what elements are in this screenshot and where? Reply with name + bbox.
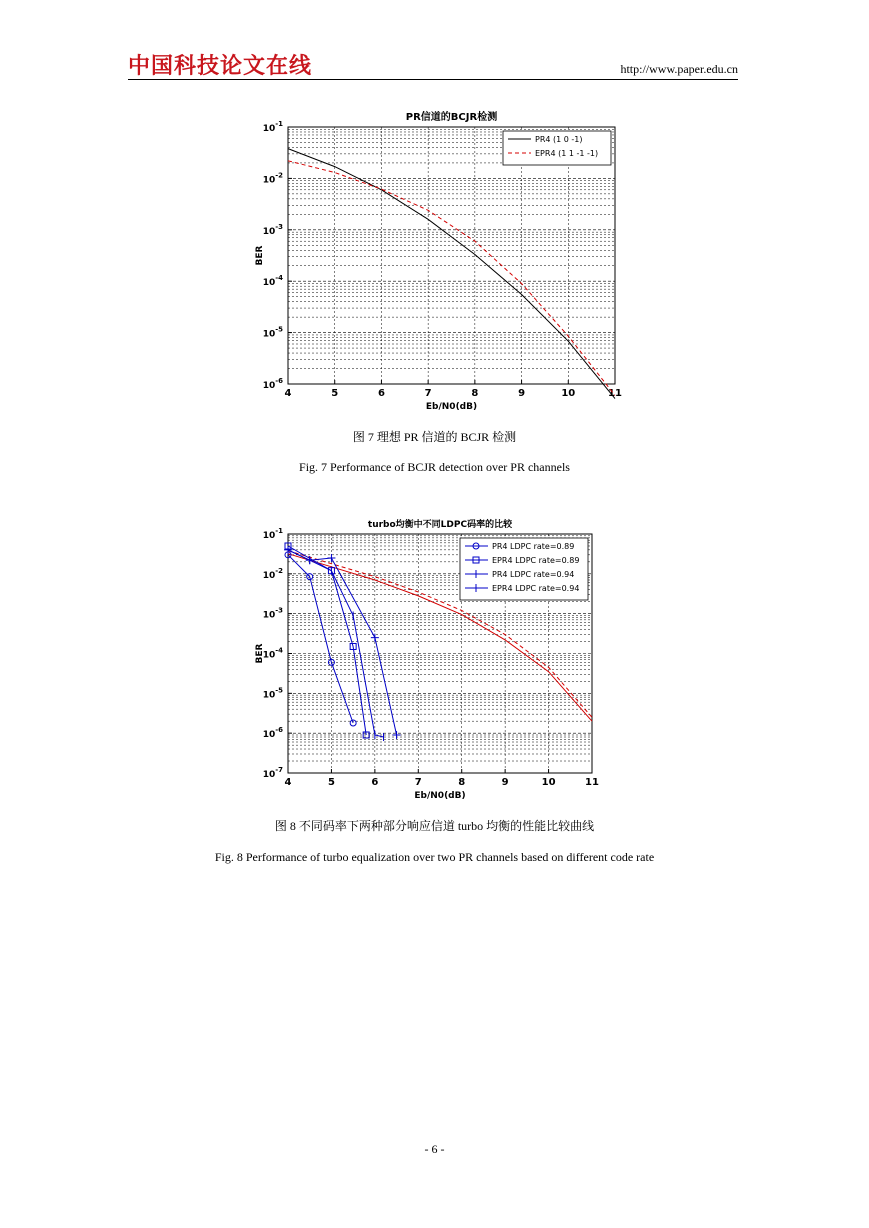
y-tick-label <box>263 377 283 391</box>
y-tick-base: 10 <box>262 610 276 621</box>
legend-label: PR4 (1 0 -1) <box>535 135 583 144</box>
figure-8-caption-cn: 图 8 不同码率下两种部分响应信道 turbo 均衡的性能比较曲线 <box>274 819 595 833</box>
y-tick-label <box>263 326 283 340</box>
y-tick-base: 10 <box>262 650 276 661</box>
y-axis-label: BER <box>255 643 265 664</box>
chart-title: turbo均衡中不同LDPC码率的比较 <box>367 520 513 530</box>
x-tick-label: 10 <box>541 777 556 788</box>
series-line <box>288 161 615 396</box>
y-tick-label <box>263 726 283 740</box>
x-tick-label: 6 <box>371 777 379 788</box>
x-tick-label: 5 <box>331 388 339 399</box>
page-number: - 6 - <box>424 1142 445 1156</box>
y-tick-exponent: -3 <box>275 222 283 231</box>
figure-8-chart <box>246 512 606 804</box>
y-tick-exponent: -5 <box>275 686 283 695</box>
y-tick-label <box>263 766 283 780</box>
header-url[interactable]: http://www.paper.edu.cn <box>620 62 738 76</box>
y-tick-exponent: -3 <box>275 606 283 615</box>
y-tick-base: 10 <box>262 226 276 237</box>
legend-label: PR4 LDPC rate=0.94 <box>492 570 575 579</box>
y-tick-label <box>263 274 283 288</box>
y-tick-label <box>263 647 283 661</box>
y-tick-base: 10 <box>262 278 276 289</box>
figure-8-caption-en: Fig. 8 Performance of turbo equalization over two PR channels based on different code rate <box>214 850 655 864</box>
legend-label: EPR4 LDPC rate=0.94 <box>492 584 580 593</box>
y-tick-exponent: -1 <box>275 120 283 128</box>
y-tick-exponent: -2 <box>275 566 283 575</box>
y-tick-base: 10 <box>262 175 276 186</box>
chart-title: PR信道的BCJR检测 <box>405 112 498 123</box>
y-tick-base: 10 <box>262 690 276 701</box>
y-tick-exponent: -4 <box>275 646 283 655</box>
x-tick-label: 5 <box>327 777 335 788</box>
x-axis-label: Eb/N0(dB) <box>414 791 466 801</box>
y-tick-label <box>263 171 283 185</box>
x-tick-label: 4 <box>284 388 292 399</box>
y-tick-exponent: -4 <box>275 274 283 283</box>
figure-7-caption-en: Fig. 7 Performance of BCJR detection over PR channels <box>299 460 570 474</box>
y-axis-label: BER <box>255 245 265 266</box>
legend-label: PR4 LDPC rate=0.89 <box>492 542 575 551</box>
legend-label: EPR4 LDPC rate=0.89 <box>492 556 580 565</box>
legend <box>460 538 588 600</box>
x-tick-label: 8 <box>458 777 466 788</box>
y-tick-base: 10 <box>262 329 276 340</box>
figure-7-caption-cn: 图 7 理想 PR 信道的 BCJR 检测 <box>352 430 517 444</box>
x-axis-label: Eb/N0(dB) <box>425 402 478 412</box>
y-tick-label <box>263 527 283 541</box>
series-line <box>288 546 366 735</box>
y-tick-label <box>263 567 283 581</box>
y-tick-base: 10 <box>262 531 276 541</box>
plot-frame <box>288 127 615 384</box>
y-tick-label <box>263 686 283 700</box>
y-tick-label <box>263 607 283 621</box>
y-tick-label <box>263 223 283 237</box>
y-tick-base: 10 <box>262 730 276 741</box>
y-tick-base: 10 <box>262 570 276 581</box>
legend <box>503 131 611 165</box>
data-point <box>350 720 356 726</box>
y-tick-label <box>263 120 283 134</box>
x-tick-label: 9 <box>518 388 526 399</box>
y-tick-exponent: -6 <box>275 377 283 385</box>
x-tick-label: 11 <box>585 777 599 788</box>
legend-label: EPR4 (1 1 -1 -1) <box>535 149 599 158</box>
header-divider <box>128 79 738 80</box>
x-tick-label: 8 <box>471 388 479 399</box>
x-tick-label: 10 <box>561 388 576 399</box>
y-tick-exponent: -2 <box>275 171 283 180</box>
x-tick-label: 4 <box>284 777 292 788</box>
grid <box>288 127 615 384</box>
y-tick-exponent: -6 <box>275 726 283 735</box>
x-tick-label: 7 <box>424 388 432 399</box>
y-tick-exponent: -5 <box>275 325 283 334</box>
y-tick-exponent: -7 <box>275 766 283 774</box>
y-tick-base: 10 <box>262 124 276 134</box>
x-tick-label: 9 <box>501 777 509 788</box>
y-tick-exponent: -1 <box>275 527 283 535</box>
figure-7-chart <box>244 103 629 415</box>
x-tick-label: 11 <box>608 388 622 399</box>
y-tick-base: 10 <box>262 381 276 391</box>
y-tick-base: 10 <box>262 770 276 780</box>
x-tick-label: 6 <box>377 388 385 399</box>
journal-logo: 中国科技论文在线 <box>128 54 313 79</box>
x-tick-label: 7 <box>414 777 422 788</box>
series-line <box>288 149 615 399</box>
